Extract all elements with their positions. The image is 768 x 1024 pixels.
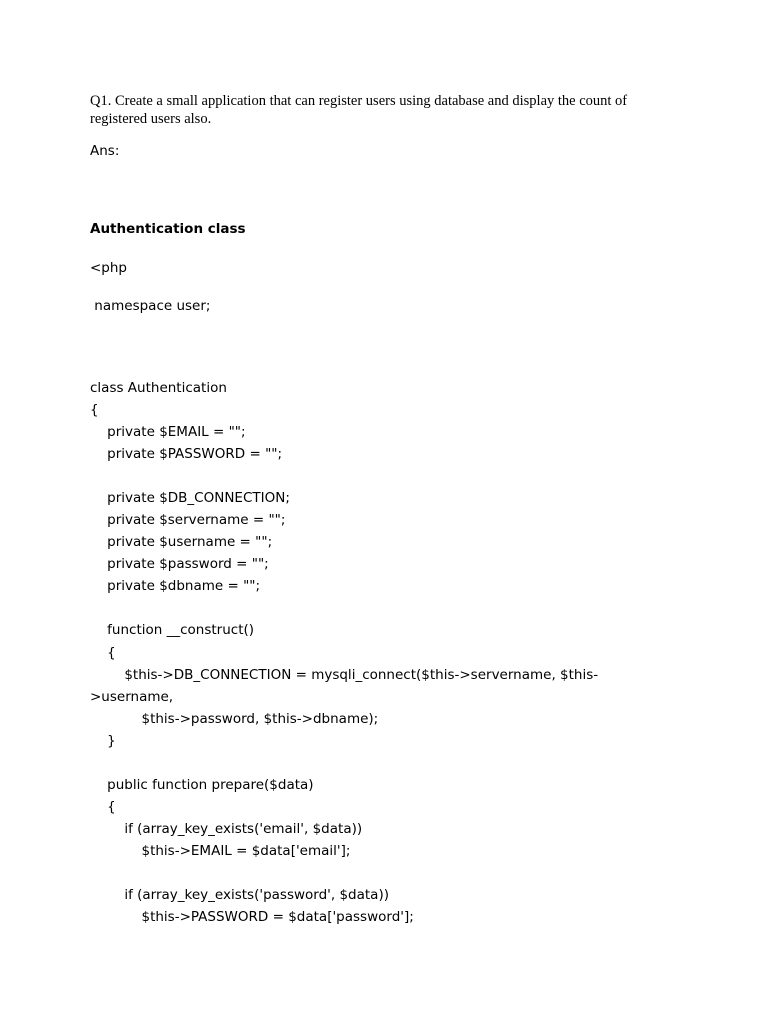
class-declaration: class Authentication: [90, 380, 227, 396]
code-line-password-field: private $PASSWORD = "";: [90, 446, 283, 462]
code-line-dbname: private $dbname = "";: [90, 578, 261, 594]
code-line-construct-close: }: [90, 733, 116, 749]
code-line-assign-email: $this->EMAIL = $data['email'];: [90, 843, 351, 859]
code-line-servername: private $servername = "";: [90, 512, 286, 528]
section-heading: Authentication class: [90, 221, 246, 237]
code-line-construct-open: {: [90, 645, 116, 661]
code-line-db-connection: private $DB_CONNECTION;: [90, 490, 290, 506]
code-line-if-email: if (array_key_exists('email', $data)): [90, 821, 363, 837]
code-line-email: private $EMAIL = "";: [90, 424, 246, 440]
code-line-construct-decl: function __construct(): [90, 622, 255, 638]
code-line-prepare-open: {: [90, 799, 116, 815]
code-line-assign-password: $this->PASSWORD = $data['password'];: [90, 909, 414, 925]
question-text: [90, 92, 690, 128]
question-line-2: registered users also.: [90, 111, 212, 127]
code-line-password: private $password = "";: [90, 556, 269, 572]
namespace-line: namespace user;: [90, 298, 211, 314]
code-line-prepare-decl: public function prepare($data): [90, 777, 314, 793]
answer-label: Ans:: [90, 143, 120, 159]
class-open-brace: {: [90, 402, 99, 418]
code-line-construct-1: $this->DB_CONNECTION = mysqli_connect($this->servername, $this-: [90, 667, 599, 683]
php-open-tag: <php: [90, 260, 128, 276]
code-line-construct-3: $this->password, $this->dbname);: [90, 711, 379, 727]
code-line-construct-2: >username,: [90, 689, 174, 705]
code-line-if-password: if (array_key_exists('password', $data)): [90, 887, 389, 903]
question-line-1: Q1. Create a small application that can register users using database and display the count of: [90, 93, 628, 109]
code-line-username: private $username = "";: [90, 534, 273, 550]
